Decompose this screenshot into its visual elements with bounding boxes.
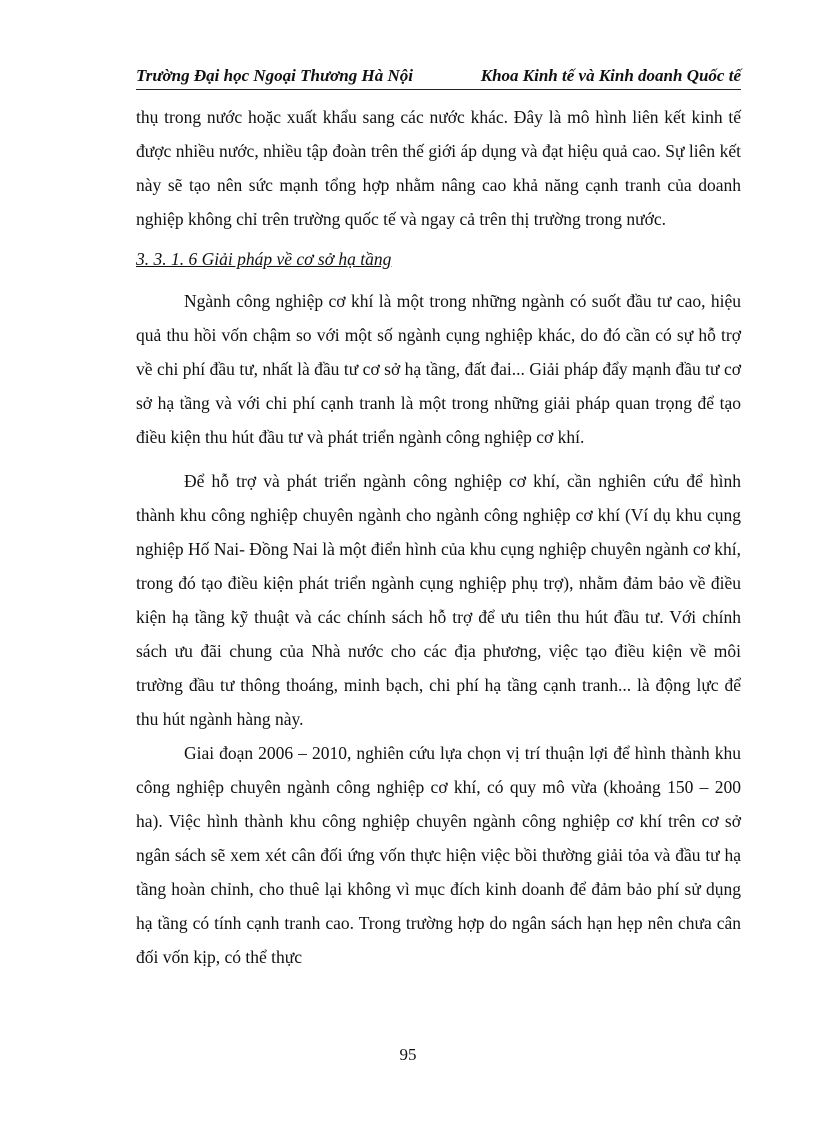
- paragraph-3: Để hỗ trợ và phát triển ngành công nghiệp cơ khí, cần nghiên cứu để hình thành khu công nghiệp chuyên ngành cho ngành công nghiệp cơ khí (Ví dụ khu cụng nghiệp Hố Nai- Đồng Nai là một điển hình của khu cụng nghiệp chuyên ngành cơ khí, trong đó tạo điều kiện phát triển ngành cụng nghiệp phụ trợ), nhằm đảm bảo về điều kiện hạ tầng kỹ thuật và các chính sách hỗ trợ để ưu tiên thu hút đầu tư. Với chính sách ưu đãi chung của Nhà nước cho các địa phương, việc tạo điều kiện về môi trường đầu tư thông thoáng, minh bạch, chi phí hạ tầng cạnh tranh... là động lực để thu hút ngành hàng này.: [136, 471, 741, 729]
- paragraph-1: thụ trong nước hoặc xuất khẩu sang các nước khác. Đây là mô hình liên kết kinh tế được nhiều nước, nhiều tập đoàn trên thế giới áp dụng và đạt hiệu quả cao. Sự liên kết này sẽ tạo nên sức mạnh tổng hợp nhằm nâng cao khả năng cạnh tranh của doanh nghiệp không chỉ trên trường quốc tế và ngay cả trên thị trường trong nước.: [136, 107, 741, 229]
- header-university: Trường Đại học Ngoại Thương Hà Nội: [136, 66, 413, 85]
- paragraph-4: Giai đoạn 2006 – 2010, nghiên cứu lựa chọn vị trí thuận lợi để hình thành khu công nghiệp chuyên ngành công nghiệp cơ khí, có quy mô vừa (khoảng 150 – 200 ha). Việc hình thành khu công nghiệp chuyên ngành công nghiệp cơ khí trên cơ sở ngân sách sẽ xem xét cân đối ứng vốn thực hiện việc bồi thường giải tỏa và đầu tư hạ tầng hoàn chỉnh, cho thuê lại không vì mục đích kinh doanh để đảm bảo phí sử dụng hạ tầng có tính cạnh tranh cao. Trong trường hợp do ngân sách hạn hẹp nên chưa cân đối vốn kịp, có thể thực: [136, 743, 741, 967]
- page-number: 95: [399, 1045, 417, 1064]
- paragraph-2: Ngành công nghiệp cơ khí là một trong những ngành có suốt đầu tư cao, hiệu quả thu hồi vốn chậm so với một số ngành cụng nghiệp khác, do đó cần có sự hỗ trợ về chi phí đầu tư, nhất là đầu tư cơ sở hạ tầng, đất đai... Giải pháp đẩy mạnh đầu tư cơ sở hạ tầng và với chi phí cạnh tranh là một trong những giải pháp quan trọng để tạo điều kiện thu hút đầu tư và phát triển ngành công nghiệp cơ khí.: [136, 291, 741, 447]
- header-faculty: Khoa Kinh tế và Kinh doanh Quốc tế: [480, 66, 741, 85]
- section-heading: 3. 3. 1. 6 Giải pháp về cơ sở hạ tầng: [136, 249, 392, 269]
- page-header: [136, 62, 741, 90]
- page-content: [136, 100, 741, 974]
